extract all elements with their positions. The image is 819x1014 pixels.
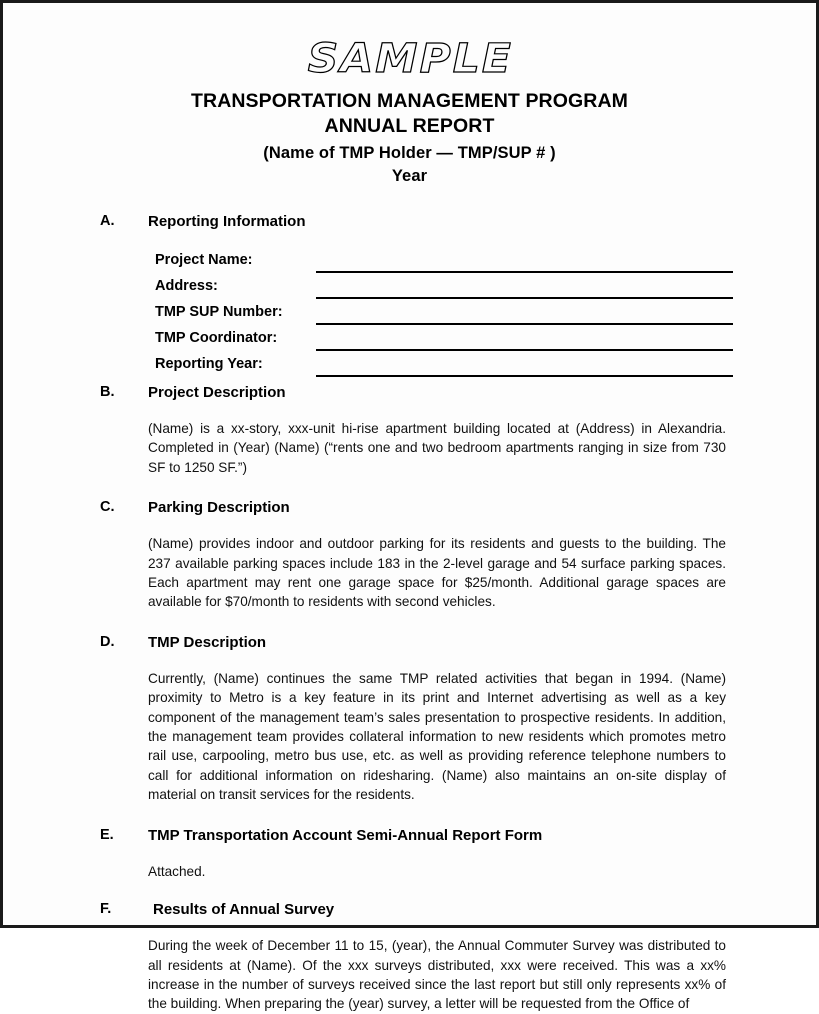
page-subtitle: (Name of TMP Holder — TMP/SUP # ) — [263, 144, 556, 162]
section-c — [3, 499, 816, 612]
section-b-letter: B. — [100, 384, 115, 400]
input-address[interactable] — [316, 297, 733, 299]
section-d-body: Currently, (Name) continues the same TMP related activities that began in 1994. (Name) proximity to Metro is a key feature in its print and Internet advertising as well as a key component of the management team’s sales presentation to prospective residents. In addition, the management team provides collateral information to new residents which promotes metro rail use, carpooling, metro bus use, etc. as well as providing reference telephone numbers to call for additional information on ridesharing. (Name) also maintains an on-site display of material on transit services for the residents. — [148, 670, 726, 803]
section-a-heading — [3, 213, 816, 234]
input-reporting-year[interactable] — [316, 375, 733, 377]
label-address: Address: — [155, 278, 218, 294]
label-tmp-sup-number: TMP SUP Number: — [155, 304, 283, 320]
sample-watermark-svg — [245, 37, 575, 83]
svg-text:SAMPLE: SAMPLE — [307, 35, 513, 82]
reporting-information-fields — [3, 252, 816, 380]
section-b-body: (Name) is a xx-story, xxx-unit hi-rise apartment building located at (Address) in Alexandria. Completed in (Year) (Name) (“rents one and two bedroom apartments ranging in size from 730 SF to 1250 SF.”) — [148, 421, 726, 475]
sample-watermark — [3, 3, 816, 89]
section-f — [3, 901, 816, 1014]
section-f-body: During the week of December 11 to 15, (year), the Annual Commuter Survey was distributed to all residents at (Name). Of the xxx surveys distributed, xxx were received. This was a xx% increase in the number of surveys received since the last report but still only represents xx% of the building. When preparing the (year) survey, a letter will be requested from the Office of — [148, 938, 726, 1012]
input-tmp-coordinator[interactable] — [316, 349, 733, 351]
field-row-reporting-year — [3, 356, 816, 382]
section-d — [3, 634, 816, 805]
section-c-heading — [3, 499, 816, 520]
section-e — [3, 827, 816, 881]
section-f-heading — [3, 901, 816, 922]
field-row-tmp-sup-number — [3, 304, 816, 330]
section-e-letter: E. — [100, 826, 114, 843]
field-row-address — [3, 278, 816, 304]
section-d-heading — [3, 634, 816, 655]
section-c-body: (Name) provides indoor and outdoor parking for its residents and guests to the building. The 237 available parking spaces include 183 in the 2-level garage and 54 surface parking spaces. Each apartment may rent one garage space for $25/month. Additional garage spaces are available for $70/month to residents with second vehicles. — [148, 536, 726, 610]
section-b — [3, 384, 816, 477]
label-project-name: Project Name: — [155, 252, 253, 268]
section-f-letter: F. — [100, 901, 112, 918]
section-c-title: Parking Description — [148, 499, 290, 517]
input-tmp-sup-number[interactable] — [316, 323, 733, 325]
field-row-project-name — [3, 252, 816, 278]
section-e-heading — [3, 827, 816, 848]
section-d-title: TMP Description — [148, 633, 267, 651]
section-a-title: Reporting Information — [148, 213, 306, 230]
label-reporting-year: Reporting Year: — [155, 356, 263, 372]
section-f-title: Results of Annual Survey — [153, 901, 335, 919]
section-c-letter: C. — [100, 499, 115, 516]
page-content — [3, 3, 816, 1012]
field-row-tmp-coordinator — [3, 330, 816, 356]
section-a-letter: A. — [100, 213, 115, 229]
section-b-heading — [3, 384, 816, 405]
label-tmp-coordinator: TMP Coordinator: — [155, 330, 278, 346]
section-b-title: Project Description — [148, 384, 286, 401]
input-project-name[interactable] — [316, 271, 733, 273]
page-year-placeholder: Year — [391, 167, 428, 185]
section-e-body: Attached. — [148, 863, 206, 879]
section-a — [3, 213, 816, 380]
section-e-title: TMP Transportation Account Semi-Annual Report Form — [148, 826, 543, 844]
section-d-letter: D. — [100, 633, 115, 650]
page-title-line2: ANNUAL REPORT — [324, 115, 495, 137]
page-title-line1: TRANSPORTATION MANAGEMENT PROGRAM — [191, 90, 628, 112]
